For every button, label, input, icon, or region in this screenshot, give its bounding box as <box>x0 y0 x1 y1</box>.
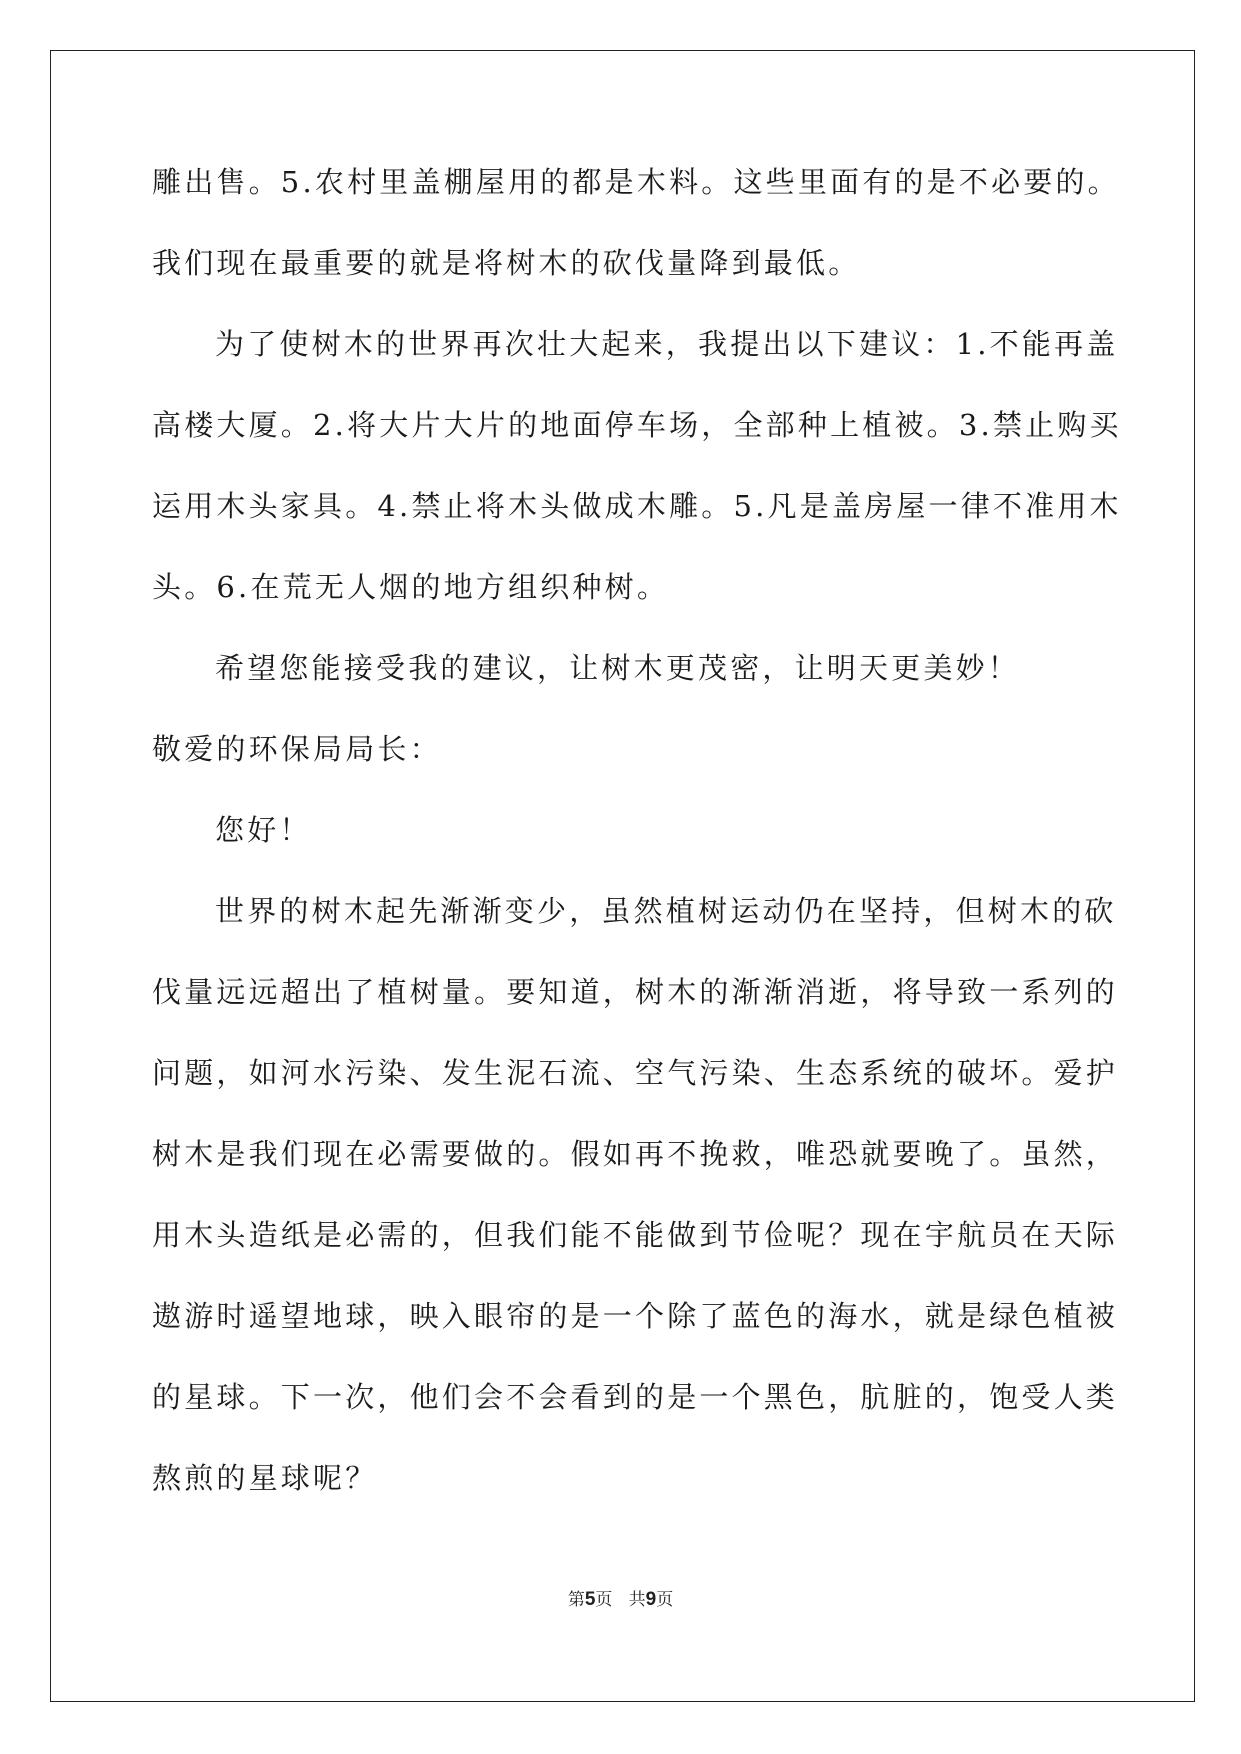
text-line: 希望您能接受我的建议，让树木更茂密，让明天更美妙！ <box>215 651 1021 685</box>
text-line: 遨游时遥望地球，映入眼帘的是一个除了蓝色的海水，就是绿色植被 <box>152 1299 1119 1333</box>
text-line: 高楼大厦。2.将大片大片的地面停车场，全部种上植被。3.禁止购买 <box>152 408 1122 442</box>
text-line: 问题，如河水污染、发生泥石流、空气污染、生态系统的破坏。爱护 <box>152 1056 1119 1090</box>
text-line: 的星球。下一次，他们会不会看到的是一个黑色，肮脏的，饱受人类 <box>152 1380 1119 1414</box>
text-line: 雕出售。5.农村里盖棚屋用的都是木料。这些里面有的是不必要的。 <box>152 165 1120 199</box>
text-line: 世界的树木起先渐渐变少，虽然植树运动仍在坚持，但树木的砍 <box>215 894 1117 928</box>
document-body <box>152 155 1122 1532</box>
text-line: 为了使树木的世界再次壮大起来，我提出以下建议：1.不能再盖 <box>215 327 1119 361</box>
text-line: 我们现在最重要的就是将树木的砍伐量降到最低。 <box>152 246 861 280</box>
text-line: 敬爱的环保局局长： <box>152 732 442 766</box>
footer-suffix: 页 <box>656 1590 674 1610</box>
text-line: 您好！ <box>215 813 312 847</box>
text-line: 用木头造纸是必需的，但我们能不能做到节俭呢？现在宇航员在天际 <box>152 1218 1119 1252</box>
text-line: 运用木头家具。4.禁止将木头做成木雕。5.凡是盖房屋一律不准用木 <box>152 489 1122 523</box>
text-line: 熬煎的星球呢？ <box>152 1461 378 1495</box>
text-line: 头。6.在荒无人烟的地方组织种树。 <box>152 570 670 604</box>
text-line: 伐量远远超出了植树量。要知道，树木的渐渐消逝，将导致一系列的 <box>152 975 1119 1009</box>
text-line: 树木是我们现在必需要做的。假如再不挽救，唯恐就要晚了。虽然， <box>152 1137 1119 1171</box>
page-footer <box>0 1585 1241 1611</box>
total-page-number: 9 <box>645 1589 657 1610</box>
current-page-number: 5 <box>584 1589 596 1610</box>
footer-middle: 页 共 <box>595 1590 646 1610</box>
footer-prefix: 第 <box>567 1590 585 1610</box>
